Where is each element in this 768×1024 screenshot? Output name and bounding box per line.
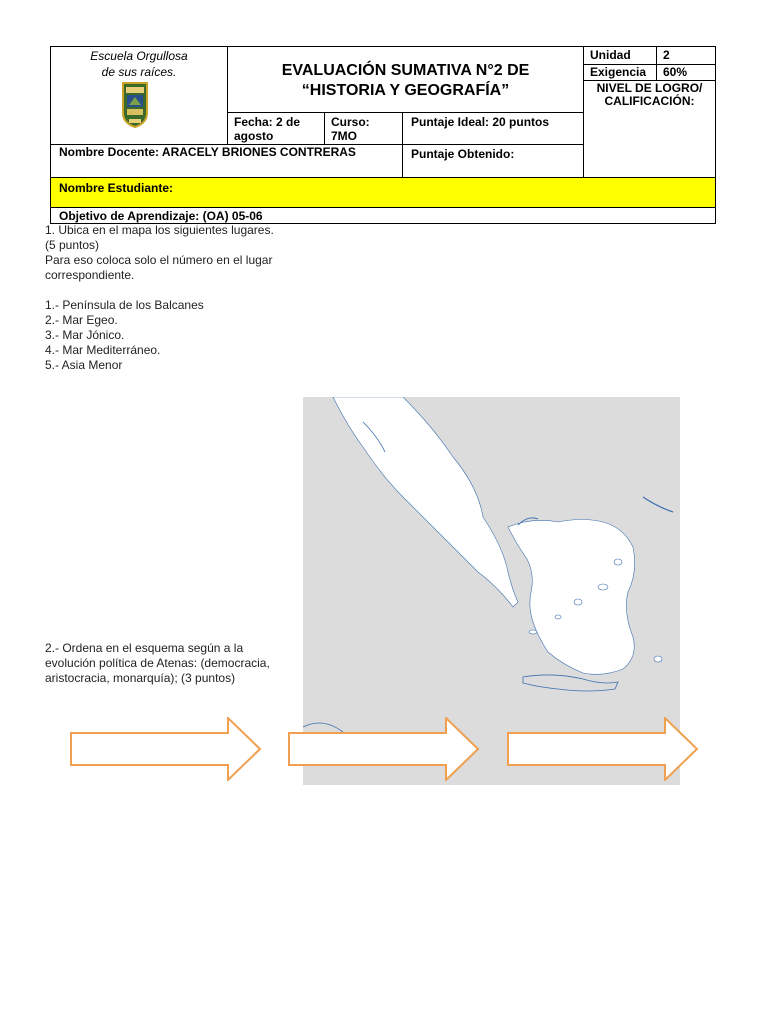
question-2 [45,641,305,686]
puntaje-ideal: Puntaje Ideal: 20 puntos [411,115,550,129]
unidad-label: Unidad [590,48,631,62]
list-item: 3.- Mar Jónico. [45,328,125,342]
unidad-value: 2 [663,48,670,62]
evaluation-title-line2: “HISTORIA Y GEOGRAFÍA” [301,82,510,99]
school-cell [50,46,228,145]
question-2-line3: aristocracia, monarquía); (3 puntos) [45,671,236,685]
title-cell [227,46,584,113]
objetivo-cell [50,207,716,224]
question-1-line4: correspondiente. [45,268,135,282]
exigencia-value-cell [656,64,716,81]
docente-name: Nombre Docente: ARACELY BRIONES CONTRERAS [59,145,356,159]
nivel-logro-cell [583,80,716,179]
fecha-line1: Fecha: 2 de [234,115,301,129]
exigencia-label: Exigencia [590,65,647,79]
curso-line2: 7MO [331,129,358,143]
objetivo-text: Objetivo de Aprendizaje: (OA) 05-06 [59,209,263,223]
estudiante-cell[interactable] [50,177,716,208]
school-motto-line2: de sus raíces. [101,65,177,79]
question-1-line2: (5 puntos) [45,238,100,252]
curso-line1: Curso: [331,115,370,129]
question-1-line1: 1. Ubica en el mapa los siguientes lugares. [45,223,274,237]
unidad-label-cell [583,46,657,65]
list-item: 5.- Asia Menor [45,358,123,372]
puntaje-obtenido-cell [402,144,584,178]
school-crest-icon [121,81,149,129]
exigencia-label-cell [583,64,657,81]
fecha-cell [227,112,325,145]
question-2-line2: evolución política de Atenas: (democracia, [45,656,270,670]
fecha-line2: agosto [234,129,274,143]
list-item: 2.- Mar Egeo. [45,313,118,327]
question-1-line3: Para eso coloca solo el número en el lugar [45,253,273,267]
arrow-box-1[interactable] [70,717,262,781]
docente-cell [50,144,403,178]
curso-cell [324,112,403,145]
estudiante-label: Nombre Estudiante: [59,181,174,195]
question-2-line1: 2.- Ordena en el esquema según a la [45,641,244,655]
list-item: 1.- Península de los Balcanes [45,298,204,312]
puntaje-ideal-cell [402,112,584,145]
evaluation-title-line1: EVALUACIÓN SUMATIVA N°2 DE [281,62,530,79]
puntaje-obtenido: Puntaje Obtenido: [411,147,515,161]
school-motto-line1: Escuela Orgullosa [90,49,188,63]
arrow-box-2[interactable] [288,717,480,781]
unidad-value-cell [656,46,716,65]
nivel-logro-line2: CALIFICACIÓN: [604,94,695,108]
nivel-logro-line1: NIVEL DE LOGRO/ [596,81,703,95]
header-table [50,46,716,224]
exigencia-value: 60% [663,65,688,79]
question-1 [45,223,305,373]
arrow-box-3[interactable] [507,717,699,781]
list-item: 4.- Mar Mediterráneo. [45,343,161,357]
